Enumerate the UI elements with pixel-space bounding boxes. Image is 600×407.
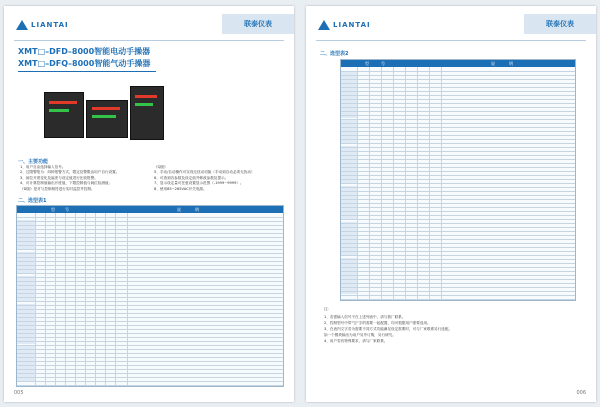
table-col-line <box>441 67 442 300</box>
table-col-line <box>393 67 394 300</box>
table-row-line <box>341 143 575 144</box>
table-row-line <box>17 297 283 298</box>
table-group-cell <box>17 304 35 344</box>
table-row-line <box>17 333 283 334</box>
feature-line: 7、显示设定量可任意设置显示范围（-1999~9999）。 <box>154 181 244 186</box>
table-row-line <box>341 119 575 120</box>
table-header: 型 号 说 明 <box>341 60 575 67</box>
header-rule <box>14 40 284 41</box>
table-row-line <box>17 337 283 338</box>
table-row-line <box>341 123 575 124</box>
table-row-line <box>17 265 283 266</box>
table-row-line <box>341 155 575 156</box>
table-row-line <box>341 187 575 188</box>
brand-logo-icon <box>318 19 330 31</box>
right-page <box>306 6 596 402</box>
table-row-line <box>17 277 283 278</box>
page-title-line1: XMT□–DFD–8000智能电动手操器 <box>18 47 151 56</box>
table-col-line <box>55 213 56 386</box>
feature-line: 8、使用85~265VAC开关电源。 <box>154 186 207 191</box>
table-row-line <box>17 357 283 358</box>
table-row-line <box>17 249 283 250</box>
feature-line: 2、过限警报为：四种报警方式，限定及警限由用户自行设置。 <box>20 170 120 175</box>
note-line: 1、若需输入信号不在上述列表中，请与我厂联系。 <box>324 315 406 319</box>
table-row-line <box>17 377 283 378</box>
table-row-line <box>17 373 283 374</box>
table-row-line <box>17 329 283 330</box>
table-row-line <box>17 257 283 258</box>
selection-table-1 <box>16 205 284 387</box>
feature-line: 《D版》是对与控制相符进行实时监控并控制。 <box>20 186 95 191</box>
note-line: 4、用户若有特殊要求，请与厂家联系。 <box>324 339 388 343</box>
table-col-line <box>95 213 96 386</box>
header-tab: 联泰仪表 <box>524 14 596 34</box>
table-row-line <box>341 111 575 112</box>
feature-line: 3、阀位开度变化及偏差与设定值进行比较报警。 <box>20 175 98 180</box>
section-title: 二、选型表2 <box>320 51 349 57</box>
brand-logo-text: LIANTAI <box>333 20 371 29</box>
brand-logo-icon <box>16 19 28 31</box>
table-row-line <box>341 255 575 256</box>
table-row-line <box>17 245 283 246</box>
table-header: 型 号 说 明 <box>17 206 283 213</box>
table-col-line <box>65 213 66 386</box>
table-row-line <box>341 103 575 104</box>
table-row-line <box>341 99 575 100</box>
table-col-line <box>45 213 46 386</box>
product-photos <box>44 86 164 141</box>
brand-logo-text: LIANTAI <box>31 20 69 29</box>
table-row-line <box>341 199 575 200</box>
table-row-line <box>341 75 575 76</box>
table-row-line <box>341 171 575 172</box>
table-row-line <box>17 293 283 294</box>
table-row-line <box>17 225 283 226</box>
table-row-line <box>17 381 283 382</box>
note-line: 3、在表内文字若为需要不同方式功能满足设定需要时，可与厂家联系另行选配。 <box>324 327 453 331</box>
notes-label: 注： <box>324 307 332 311</box>
page-number: 006 <box>576 390 586 396</box>
table-row-line <box>341 239 575 240</box>
table-row-line <box>341 183 575 184</box>
table-row-line <box>341 195 575 196</box>
title-underline <box>18 71 156 72</box>
table-col-line <box>85 213 86 386</box>
table-row-line <box>17 365 283 366</box>
table-row-line <box>341 95 575 96</box>
table-row-line <box>341 231 575 232</box>
table-row-line <box>17 353 283 354</box>
table-col-line <box>75 213 76 386</box>
table-col-line <box>357 67 358 300</box>
table-row-line <box>17 229 283 230</box>
table-group-cell <box>17 252 35 274</box>
table-row-line <box>341 215 575 216</box>
table-row-line <box>17 237 283 238</box>
table-row-line <box>17 253 283 254</box>
table-row-line <box>341 71 575 72</box>
table-col-line <box>369 67 370 300</box>
table-row-line <box>341 299 575 300</box>
table-row-line <box>341 175 575 176</box>
brand-header <box>318 18 371 31</box>
table-row-line <box>17 233 283 234</box>
feature-line: 5、手动/自动操作可实现无扰动切换（手动到自动必须无扰动） <box>154 170 255 175</box>
table-col-line <box>429 67 430 300</box>
table-row-line <box>341 203 575 204</box>
product-photo-2 <box>86 100 128 138</box>
table-row-line <box>17 345 283 346</box>
product-photo-3 <box>130 86 164 140</box>
table-row-line <box>341 91 575 92</box>
table-row-line <box>341 127 575 128</box>
product-photo-1 <box>44 92 84 138</box>
feature-line: 1、用户自由选择输入信号。 <box>20 165 66 169</box>
table-row-line <box>341 179 575 180</box>
table-row-line <box>341 83 575 84</box>
table-row-line <box>341 271 575 272</box>
table-row-line <box>341 295 575 296</box>
selection-table-2 <box>340 59 576 301</box>
table-row-line <box>341 259 575 260</box>
features-right <box>154 165 255 192</box>
table-row-line <box>341 191 575 192</box>
table-row-line <box>341 115 575 116</box>
table-row-line <box>17 313 283 314</box>
table-col-line <box>405 67 406 300</box>
left-page <box>4 6 294 402</box>
table-row-line <box>341 147 575 148</box>
table-col-line <box>35 213 36 386</box>
table-row-line <box>341 223 575 224</box>
note-line: 2、控制型号中带“空”字的需要一起配置，均可根据用户需要选用。 <box>324 321 431 325</box>
table-row-line <box>17 361 283 362</box>
table-row-line <box>341 131 575 132</box>
header-rule <box>316 40 586 41</box>
table-row-line <box>341 219 575 220</box>
table-row-line <box>17 369 283 370</box>
table-row-line <box>17 261 283 262</box>
table-row-line <box>17 289 283 290</box>
table-row-line <box>17 385 283 386</box>
table-row-line <box>17 281 283 282</box>
table-row-line <box>341 283 575 284</box>
table-row-line <box>17 305 283 306</box>
table-row-line <box>341 151 575 152</box>
table-row-line <box>341 235 575 236</box>
table-row-line <box>17 325 283 326</box>
brand-header <box>16 18 69 31</box>
table-row-line <box>341 243 575 244</box>
table-row-line <box>341 211 575 212</box>
table-row-line <box>17 221 283 222</box>
table-row-line <box>341 287 575 288</box>
table-row-line <box>17 309 283 310</box>
table-col-line <box>381 67 382 300</box>
table-row-line <box>341 79 575 80</box>
table-col-line <box>105 213 106 386</box>
table-row-line <box>341 159 575 160</box>
section1-title: 一、主要功能 <box>18 159 49 165</box>
table-col-line <box>127 213 128 386</box>
notes-list <box>324 314 452 344</box>
section2-title: 二、选型表1 <box>18 198 47 204</box>
table-row-line <box>341 291 575 292</box>
table-row-line <box>17 273 283 274</box>
table-row-line <box>17 301 283 302</box>
table-row-line <box>17 217 283 218</box>
table-row-line <box>17 349 283 350</box>
page-number: 005 <box>14 390 24 396</box>
table-row-line <box>341 263 575 264</box>
table-row-line <box>17 241 283 242</box>
table-row-line <box>341 107 575 108</box>
table-col-line <box>115 213 116 386</box>
table-row-line <box>17 321 283 322</box>
table-row-line <box>341 227 575 228</box>
feature-line: 4、可计算控制值输出开度值，下限控制值与阀位检测值； <box>20 181 113 186</box>
table-row-line <box>341 275 575 276</box>
note-line: 如一个模块输出为用户另外订购，另行研究。 <box>324 333 396 337</box>
table-row-line <box>341 251 575 252</box>
table-row-line <box>341 207 575 208</box>
table-row-line <box>341 279 575 280</box>
page-title-line2: XMT□–DFQ–8000智能气动手操器 <box>18 59 151 68</box>
table-row-line <box>341 87 575 88</box>
table-row-line <box>17 285 283 286</box>
table-row-line <box>341 247 575 248</box>
feature-line: 6、可查到各参数及设定值并修改参数及提示。 <box>154 175 229 180</box>
header-tab: 联泰仪表 <box>222 14 294 34</box>
features-left <box>20 165 119 192</box>
table-col-line <box>417 67 418 300</box>
table-row-line <box>17 269 283 270</box>
table-row-line <box>341 135 575 136</box>
table-row-line <box>17 317 283 318</box>
table-row-line <box>341 167 575 168</box>
table-row-line <box>17 341 283 342</box>
feature-line: 《Q版》 <box>154 165 168 169</box>
table-row-line <box>341 163 575 164</box>
table-row-line <box>341 139 575 140</box>
table-row-line <box>341 267 575 268</box>
